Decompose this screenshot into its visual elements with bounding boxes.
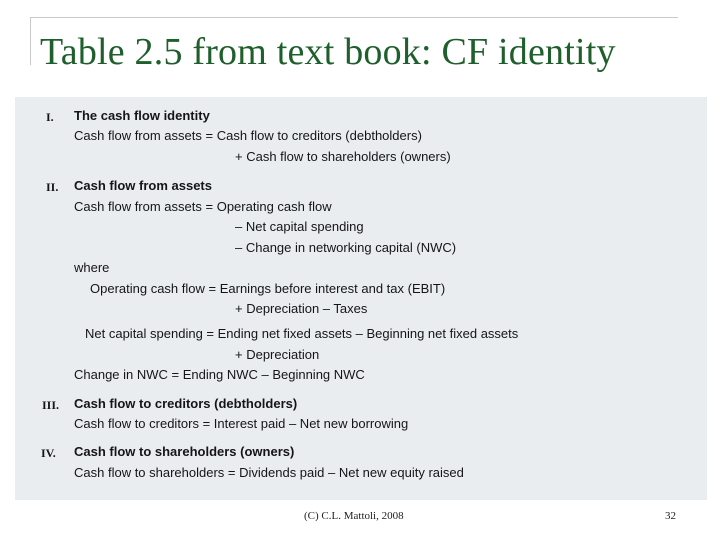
section-2-ncs-line-1 bbox=[85, 326, 518, 341]
title-frame-left bbox=[30, 17, 31, 65]
line-right: Cash flow to creditors (debtholders) bbox=[216, 128, 422, 143]
section-3-number: III. bbox=[42, 398, 60, 412]
line-left: Operating cash flow = bbox=[90, 281, 220, 296]
section-4-number: IV. bbox=[41, 446, 56, 460]
line-left: Net capital spending = bbox=[85, 326, 218, 341]
section-1-heading: The cash flow identity bbox=[74, 108, 210, 123]
line-right: Operating cash flow bbox=[216, 199, 332, 214]
section-1-line-2: + Cash flow to shareholders (owners) bbox=[235, 149, 451, 164]
section-3-line-1: Cash flow to creditors = Interest paid – Net new borrowing bbox=[74, 416, 409, 431]
section-2-line-2: – Net capital spending bbox=[235, 219, 364, 234]
line-left: Cash flow from assets = bbox=[74, 199, 217, 214]
section-4-heading: Cash flow to shareholders (owners) bbox=[74, 444, 295, 459]
page-number: 32 bbox=[665, 510, 676, 522]
section-1-line-1 bbox=[74, 128, 422, 143]
footer-credit: (C) C.L. Mattoli, 2008 bbox=[304, 510, 404, 522]
section-2-number: II. bbox=[46, 180, 59, 194]
section-2-ocf-line-1 bbox=[90, 281, 445, 296]
section-4-line-1: Cash flow to shareholders = Dividends paid – Net new equity raised bbox=[74, 465, 464, 480]
title-frame-top bbox=[30, 17, 678, 18]
line-left: Cash flow from assets = bbox=[74, 128, 217, 143]
section-2-ocf-line-2: + Depreciation – Taxes bbox=[235, 301, 368, 316]
section-2-line-1 bbox=[74, 199, 332, 214]
table-panel bbox=[15, 97, 707, 500]
line-right: Ending net fixed assets – Beginning net fixed assets bbox=[217, 326, 519, 341]
section-2-nwc-line: Change in NWC = Ending NWC – Beginning NWC bbox=[74, 367, 365, 382]
section-2-where: where bbox=[74, 260, 110, 275]
section-3-heading: Cash flow to creditors (debtholders) bbox=[74, 396, 298, 411]
section-1-number: I. bbox=[46, 110, 54, 124]
slide-title: Table 2.5 from text book: CF identity bbox=[40, 31, 616, 73]
section-2-heading: Cash flow from assets bbox=[74, 178, 212, 193]
section-2-ncs-line-2: + Depreciation bbox=[235, 347, 320, 362]
section-2-line-3: – Change in networking capital (NWC) bbox=[235, 240, 457, 255]
line-right: Earnings before interest and tax (EBIT) bbox=[219, 281, 446, 296]
